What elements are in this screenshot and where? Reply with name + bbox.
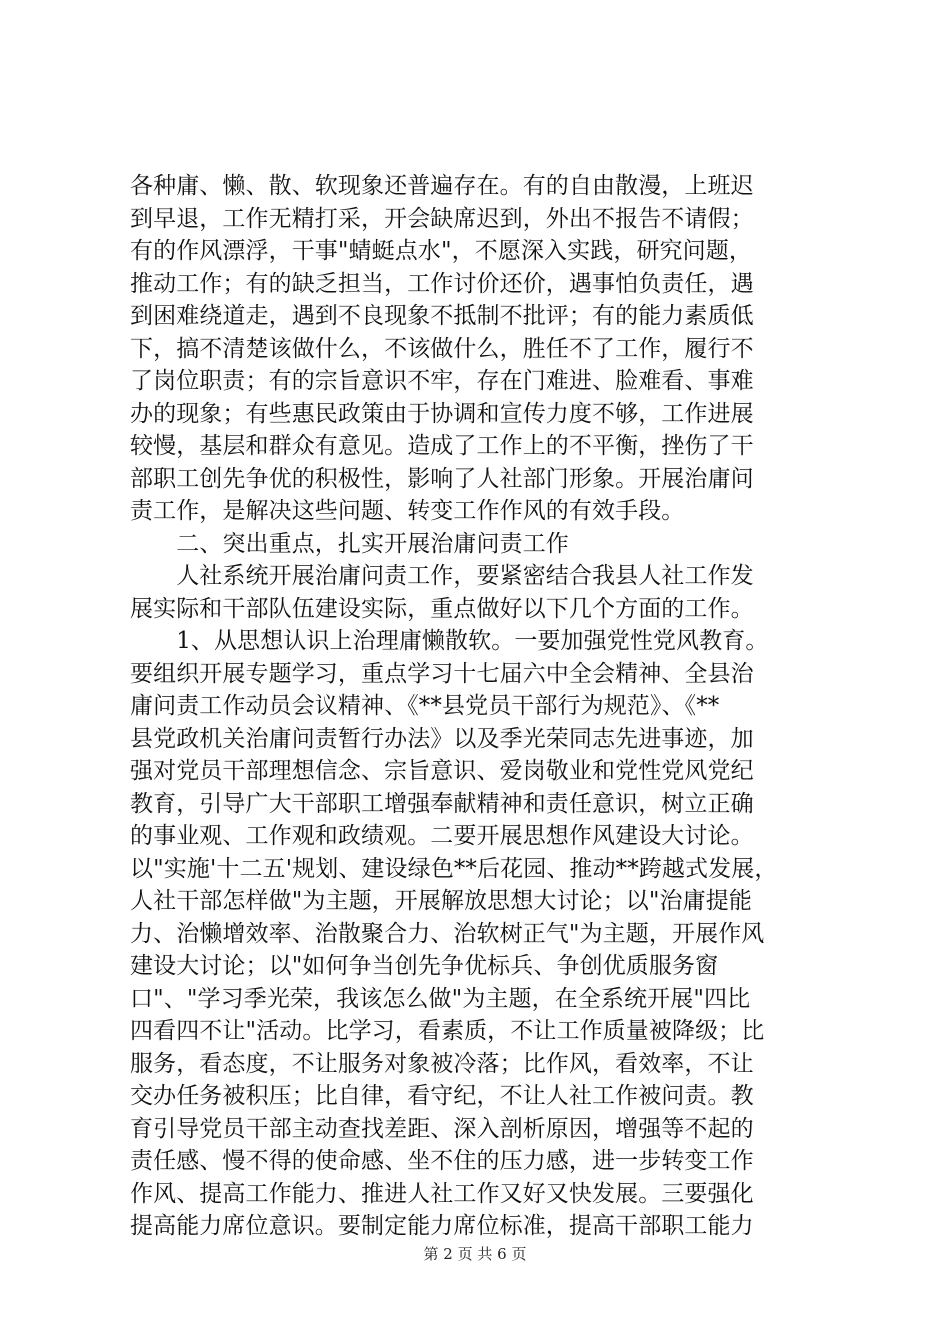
text-line: 责工作，是解决这些问题、转变工作作风的有效手段。 <box>130 498 685 524</box>
text-line: 提高能力席位意识。要制定能力席位标准，提高干部职工能力 <box>130 1213 754 1239</box>
text-line: 的事业观、工作观和政绩观。二要开展思想作风建设大讨论。 <box>130 823 754 849</box>
text-line: 教育，引导广大干部职工增强奉献精神和责任意识，树立正确 <box>130 790 754 817</box>
text-line: 各种庸、懒、散、软现象还普遍存在。有的自由散漫，上班迟 <box>130 173 754 199</box>
text-line: 育引导党员干部主动查找差距、深入剖析原因，增强等不起的 <box>130 1115 754 1142</box>
text-line: 建设大讨论；以"如何争当创先争优标兵、争创优质服务窗 <box>130 953 719 979</box>
text-line: 要组织开展专题学习，重点学习十七届六中全会精神、全县治 <box>130 660 754 687</box>
text-line: 人社系统开展治庸问责工作，要紧密结合我县人社工作发 <box>130 563 754 589</box>
text-line: 强对党员干部理想信念、宗旨意识、爱岗敬业和党性党风党纪 <box>130 758 754 784</box>
text-line: 服务，看态度，不让服务对象被冷落；比作风，看效率，不让 <box>130 1050 754 1077</box>
text-line: 四看四不让"活动。比学习，看素质，不让工作质量被降级；比 <box>130 1018 765 1044</box>
text-line: 下，搞不清楚该做什么，不该做什么，胜任不了工作，履行不 <box>130 335 754 362</box>
text-line: 庸问责工作动员会议精神、《**县党员干部行为规范》、《** <box>130 693 720 719</box>
text-line: 交办任务被积压；比自律，看守纪，不让人社工作被问责。教 <box>130 1083 754 1109</box>
text-line: 展实际和干部队伍建设实际，重点做好以下几个方面的工作。 <box>130 595 754 622</box>
text-line: 办的现象；有些惠民政策由于协调和宣传力度不够，工作进展 <box>130 400 754 427</box>
text-line: 作风、提高工作能力、推进人社工作又好又快发展。三要强化 <box>130 1180 754 1207</box>
text-line: 口"、"学习季光荣，我该怎么做"为主题，在全系统开展"四比 <box>130 985 751 1012</box>
page-footer: 第 2 页 共 6 页 <box>423 1245 527 1263</box>
text-line: 以"实施'十二五'规划、建设绿色**后花园、推动**跨越式发展， <box>130 855 778 882</box>
text-line: 部职工创先争优的积极性，影响了人社部门形象。开展治庸问 <box>130 465 754 492</box>
text-line: 责任感、慢不得的使命感、坐不住的压力感，进一步转变工作 <box>130 1148 754 1174</box>
text-line: 较慢，基层和群众有意见。造成了工作上的不平衡，挫伤了干 <box>130 433 754 459</box>
text-line: 二、突出重点，扎实开展治庸问责工作 <box>130 530 569 557</box>
text-line: 到困难绕道走，遇到不良现象不抵制不批评；有的能力素质低 <box>130 303 754 329</box>
text-line: 推动工作；有的缺乏担当，工作讨价还价，遇事怕负责任，遇 <box>130 270 754 297</box>
text-line: 县党政机关治庸问责暂行办法》以及季光荣同志先进事迹，加 <box>130 725 754 752</box>
body-text <box>130 170 840 1243</box>
text-line: 了岗位职责；有的宗旨意识不牢，存在门难进、脸难看、事难 <box>130 368 754 394</box>
text-line: 1、从思想认识上治理庸懒散软。一要加强党性党风教育。 <box>130 628 769 654</box>
text-line: 有的作风漂浮，干事"蜻蜓点水"，不愿深入实践，研究问题， <box>130 238 752 264</box>
text-line: 力、治懒增效率、治散聚合力、治软树正气"为主题，开展作风 <box>130 920 765 947</box>
text-line: 人社干部怎样做"为主题，开展解放思想大讨论；以"治庸提能 <box>130 888 752 914</box>
text-line: 到早退，工作无精打采，开会缺席迟到，外出不报告不请假； <box>130 205 754 232</box>
